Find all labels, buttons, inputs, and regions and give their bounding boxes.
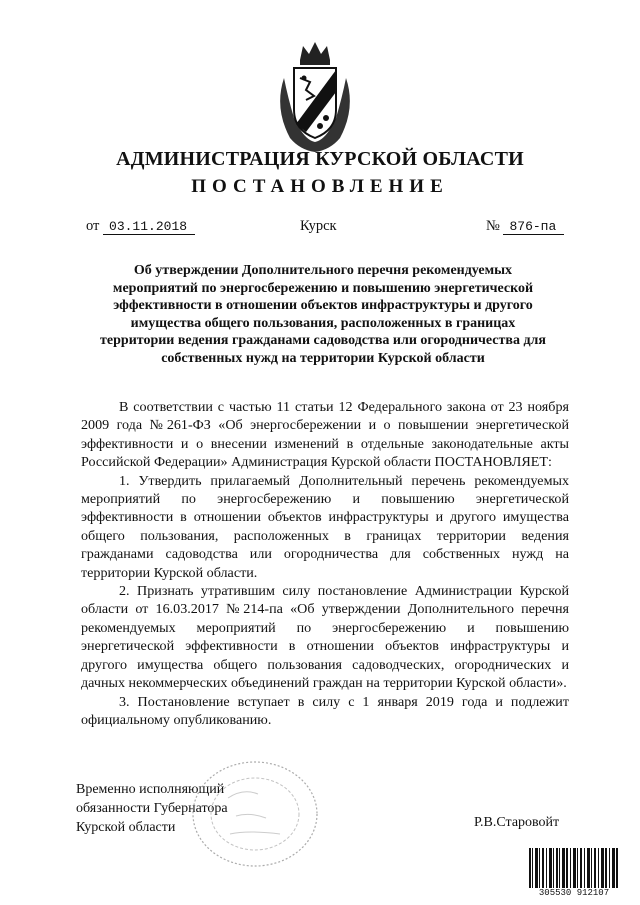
barcode-number: 305530 912107 xyxy=(528,888,620,898)
document-date xyxy=(86,218,195,235)
signatory-line-1: Временно исполняющий xyxy=(76,782,225,797)
number-prefix: № xyxy=(486,218,500,234)
document-subject: Об утверждении Дополнительного перечня рекомендуемых мероприятий по энергосбережению и повышению энергетической эффективности в отношении объектов инфраструктуры и другого имущества общего пользования, расположенных в границах территории ведения гражданами садоводства или огородничества для собственных нужд на территории Курской области xyxy=(100,263,546,366)
body-paragraph-item-3: 3. Постановление вступает в силу с 1 января 2019 года и подлежит официальному опубликованию. xyxy=(81,693,569,728)
round-stamp-icon xyxy=(188,758,322,870)
document-city: Курск xyxy=(300,218,337,234)
body-paragraph-preamble: В соответствии с частью 11 статьи 12 Федерального закона от 23 ноября 2009 года №261-ФЗ «Об энергосбережении и о повышении энергетической эффективности и о внесении изменений в отдельные законодательные акты Российской Федерации» Администрация Курской области ПОСТАНОВЛЯЕТ: xyxy=(81,399,569,471)
date-prefix: от xyxy=(86,218,100,234)
document-body xyxy=(81,398,569,729)
date-value: 03.11.2018 xyxy=(103,219,195,235)
body-paragraph-item-1: 1. Утвердить прилагаемый Дополнительный перечень рекомендуемых мероприятий по энергосбережению и повышению энергетической эффективности в отношении объектов инфраструктуры и другого имущества общего пользования, расположенных в границах территории ведения гражданами садоводства или огородничества для собственных нужд на территории Курской области. xyxy=(81,472,569,581)
body-paragraph-item-2: 2. Признать утратившим силу постановление Администрации Курской области от 16.03.2017 №214-па «Об утверждении Дополнительного перечня рекомендуемых мероприятий по энергосбережению и повышению энергетической эффективности в отношении объектов инфраструктуры и другого имущества общего пользования садоводческих, огороднических и дачных некоммерческих объединений граждан на территории Курской области». xyxy=(81,583,569,692)
coat-of-arms-icon xyxy=(270,38,360,156)
signatory-name: Р.В.Старовойт xyxy=(474,815,560,830)
signatory-line-2: обязанности Губернатора xyxy=(76,801,228,816)
number-value: 876-па xyxy=(503,219,564,235)
organization-title: АДМИНИСТРАЦИЯ КУРСКОЙ ОБЛАСТИ xyxy=(116,148,524,170)
document-type: ПОСТАНОВЛЕНИЕ xyxy=(191,176,449,197)
document-number xyxy=(486,218,564,235)
signatory-line-3: Курской области xyxy=(76,820,176,835)
